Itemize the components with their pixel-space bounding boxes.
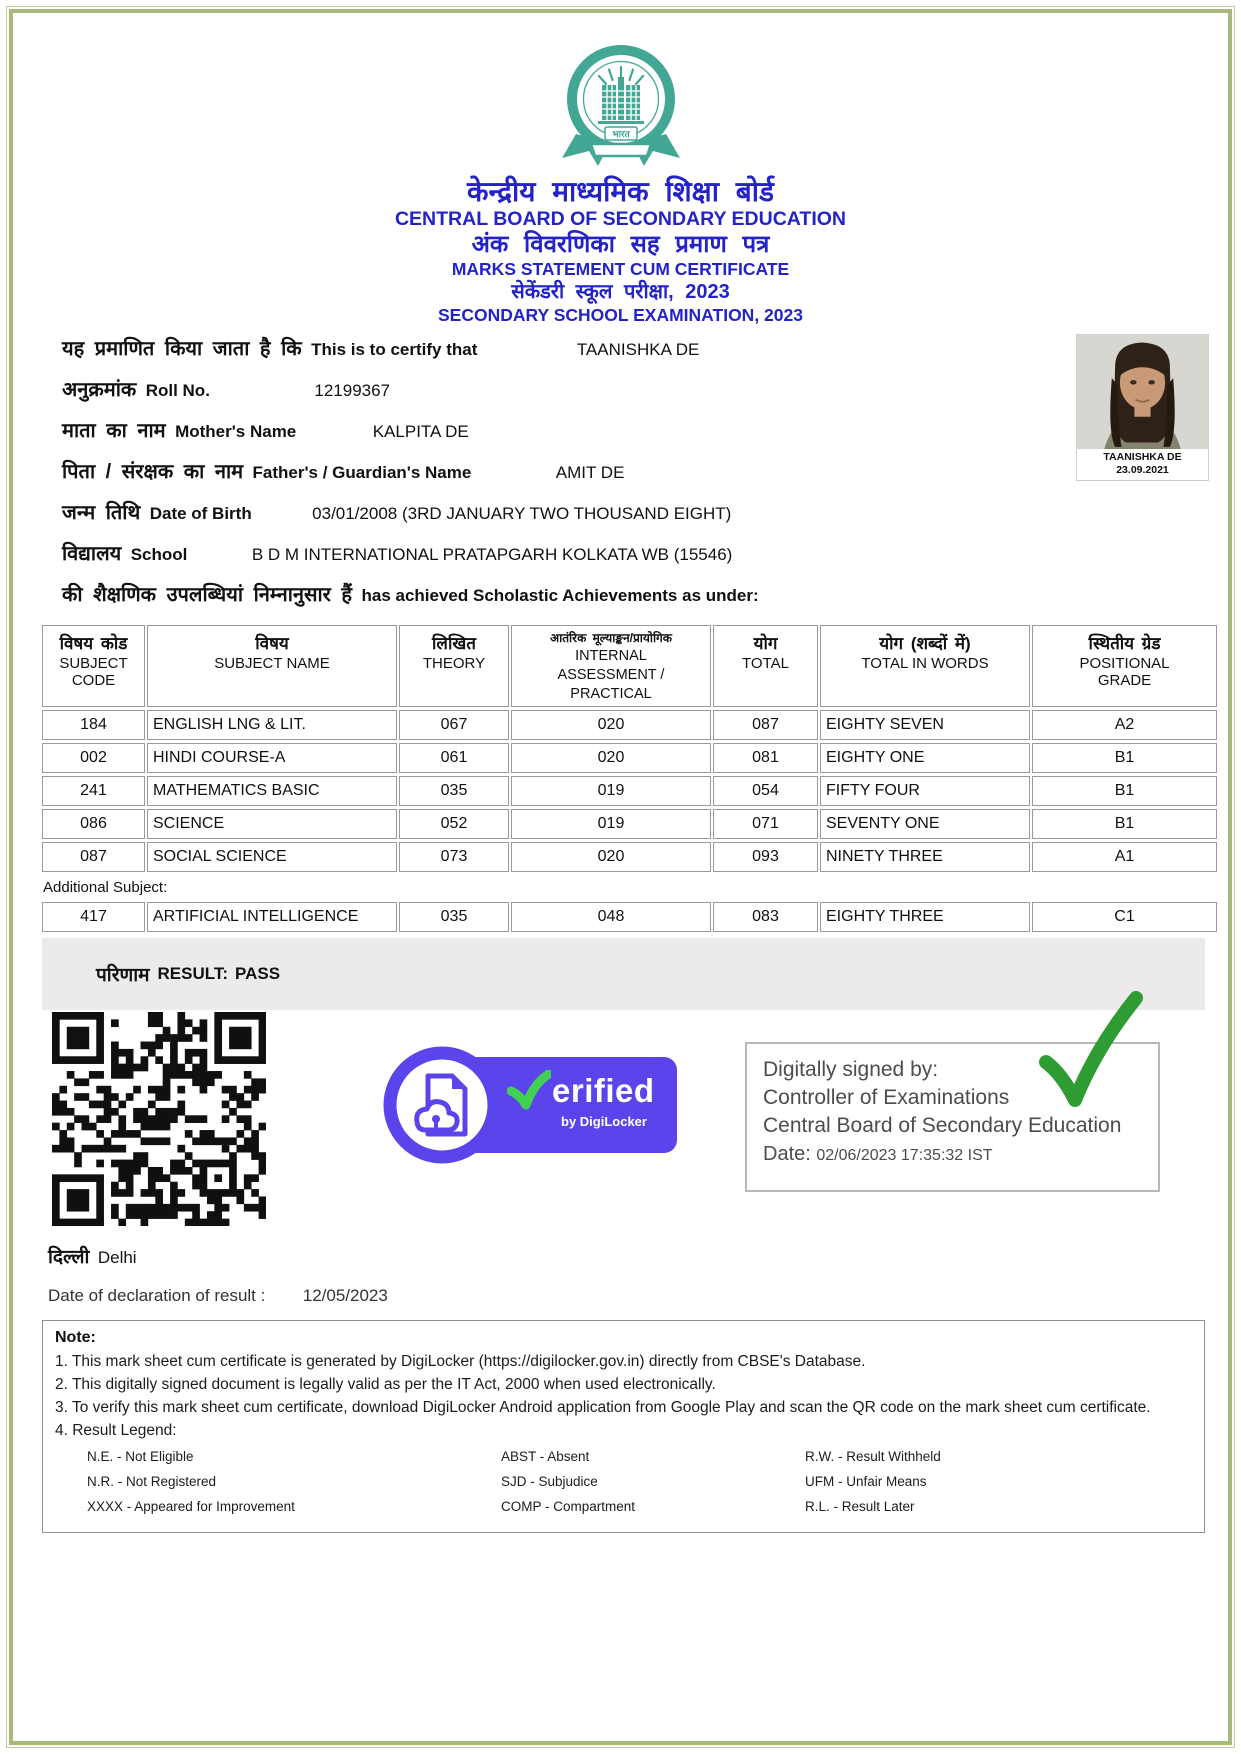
legend-entry: R.W. - Result Withheld: [805, 1449, 941, 1464]
subject-row: [42, 842, 1217, 872]
internal-marks: 020: [511, 743, 711, 773]
digilocker-document-cloud-icon: [383, 1046, 501, 1164]
cbse-emblem: [0, 44, 1241, 172]
declaration-line: [48, 1286, 388, 1306]
result-legend: [87, 1446, 1192, 1518]
roll-label-english: Roll No.: [145, 381, 210, 400]
legend-entry: UFM - Unfair Means: [805, 1474, 927, 1489]
internal-marks: 048: [511, 902, 711, 932]
exam-title-hindi: सेकेंडरी स्कूल परीक्षा, 2023: [511, 281, 730, 303]
total-marks: 083: [713, 902, 818, 932]
total-marks: 081: [713, 743, 818, 773]
subject-code: 002: [42, 743, 145, 773]
achievement-row: [62, 582, 1022, 610]
subject-code: 086: [42, 809, 145, 839]
board-title-english: CENTRAL BOARD OF SECONDARY EDUCATION: [394, 208, 847, 230]
header-total-in-words: योग (शब्दों में) TOTAL IN WORDS: [820, 625, 1030, 707]
document-title-hindi: अंक विवरणिका सह प्रमाण पत्र: [471, 231, 770, 258]
theory-marks: 067: [399, 710, 509, 740]
signature-date-label: Date:: [763, 1143, 811, 1165]
total-in-words: EIGHTY THREE: [820, 902, 1030, 932]
certify-row: [62, 336, 1022, 364]
verified-check-icon: [507, 1070, 551, 1112]
mother-row: [62, 418, 1022, 446]
total-marks: 093: [713, 842, 818, 872]
marks-table-header-row: [42, 625, 1217, 707]
qr-code: [52, 1012, 266, 1226]
subject-row: [42, 743, 1217, 773]
verified-text-group: [507, 1070, 655, 1112]
legend-entry: XXXX - Appeared for Improvement: [87, 1499, 295, 1514]
header-titles: [0, 176, 1241, 327]
total-in-words: SEVENTY ONE: [820, 809, 1030, 839]
positional-grade: B1: [1032, 776, 1217, 806]
roll-number: 12199367: [314, 381, 391, 400]
total-marks: 054: [713, 776, 818, 806]
signer-title: Controller of Examinations: [763, 1086, 1010, 1109]
photo-caption: [1077, 449, 1208, 480]
note-item: 2. This digitally signed document is legally valid as per the IT Act, 2000 when used electronically.: [55, 1376, 716, 1393]
signed-by-label: Digitally signed by:: [763, 1058, 939, 1081]
theory-marks: 073: [399, 842, 509, 872]
father-name: AMIT DE: [555, 463, 625, 482]
emblem-country-label: भारत: [611, 129, 630, 139]
school-name: B D M INTERNATIONAL PRATAPGARH KOLKATA WB (15546): [251, 545, 733, 564]
father-row: [62, 459, 1022, 487]
header-internal-assessment: आतंरिक मूल्याङ्कन/प्रायोगिक INTERNAL ASSESSMENT / PRACTICAL: [511, 625, 711, 707]
subject-name: HINDI COURSE-A: [147, 743, 397, 773]
note-item: 3. To verify this mark sheet cum certificate, download DigiLocker Android application from Google Play and scan the QR code on the mark sheet cum certificate.: [55, 1399, 1151, 1416]
subject-code: 241: [42, 776, 145, 806]
school-label-hindi: विद्यालय: [62, 543, 122, 565]
internal-marks: 019: [511, 776, 711, 806]
subject-name: SOCIAL SCIENCE: [147, 842, 397, 872]
student-details: [62, 336, 1022, 623]
legend-entry: N.R. - Not Registered: [87, 1474, 217, 1489]
result-label-hindi: परिणाम: [96, 965, 150, 986]
note-box: [42, 1320, 1205, 1533]
marks-table: [40, 622, 1219, 875]
signature-date-value: 02/06/2023 17:35:32 IST: [816, 1147, 993, 1164]
header-theory: लिखित THEORY: [399, 625, 509, 707]
result-value: PASS: [235, 964, 281, 983]
legend-entry: SJD - Subjudice: [501, 1474, 598, 1489]
dob-row: [62, 500, 1022, 528]
internal-marks: 020: [511, 842, 711, 872]
total-in-words: NINETY THREE: [820, 842, 1030, 872]
by-digilocker-label: by DigiLocker: [561, 1114, 647, 1129]
subject-name: SCIENCE: [147, 809, 397, 839]
theory-marks: 035: [399, 902, 509, 932]
father-label-hindi: पिता / संरक्षक का नाम: [62, 461, 244, 483]
mother-name: KALPITA DE: [372, 422, 469, 441]
legend-entry: ABST - Absent: [501, 1449, 590, 1464]
subject-code: 417: [42, 902, 145, 932]
certify-label-hindi: यह प्रमाणित किया जाता है कि: [62, 338, 302, 360]
verified-label: erified: [552, 1072, 655, 1109]
subject-code: 087: [42, 842, 145, 872]
additional-subject-label: Additional Subject:: [43, 879, 168, 896]
legend-entry: N.E. - Not Eligible: [87, 1449, 194, 1464]
header-subject-code: विषय कोड SUBJECT CODE: [42, 625, 145, 707]
subject-row: [42, 710, 1217, 740]
student-photo-image: [1077, 335, 1208, 449]
positional-grade: B1: [1032, 743, 1217, 773]
subject-row: [42, 809, 1217, 839]
subject-row: [42, 776, 1217, 806]
photo-caption-name: TAANISHKA DE: [1103, 451, 1182, 463]
signer-organization: Central Board of Secondary Education: [763, 1114, 1122, 1137]
internal-marks: 019: [511, 809, 711, 839]
school-label-english: School: [130, 545, 188, 564]
father-label-english: Father's / Guardian's Name: [252, 463, 472, 482]
marks-table-section: [42, 622, 1205, 1010]
exam-title-english: SECONDARY SCHOOL EXAMINATION, 2023: [438, 305, 803, 325]
digilocker-verified-badge: [383, 1046, 679, 1164]
place-hindi: दिल्ली: [48, 1247, 90, 1268]
declaration-date: 12/05/2023: [302, 1286, 388, 1305]
total-marks: 071: [713, 809, 818, 839]
positional-grade: C1: [1032, 902, 1217, 932]
roll-label-hindi: अनुक्रमांक: [62, 379, 137, 401]
legend-entry: R.L. - Result Later: [805, 1499, 915, 1514]
achievement-label-hindi: की शैक्षणिक उपलब्धियां निम्नानुसार हैं: [62, 584, 353, 606]
date-of-birth: 03/01/2008 (3RD JANUARY TWO THOUSAND EIGHT): [312, 504, 732, 523]
positional-grade: A2: [1032, 710, 1217, 740]
total-in-words: EIGHTY ONE: [820, 743, 1030, 773]
subject-name: MATHEMATICS BASIC: [147, 776, 397, 806]
mother-label-english: Mother's Name: [175, 422, 297, 441]
place-line: [48, 1243, 137, 1269]
note-item: 1. This mark sheet cum certificate is generated by DigiLocker (https://digilocker.gov.in) directly from CBSE's Database.: [55, 1353, 866, 1370]
student-photo: [1076, 334, 1209, 481]
achievement-label-english: has achieved Scholastic Achievements as under:: [361, 586, 759, 605]
mother-label-hindi: माता का नाम: [62, 420, 166, 442]
signature-check-icon: [1038, 988, 1143, 1120]
header-positional-grade: स्थितीय ग्रेड POSITIONAL GRADE: [1032, 625, 1217, 707]
result-label-english: RESULT:: [157, 964, 229, 983]
board-title-hindi: केन्द्रीय माध्यमिक शिक्षा बोर्ड: [467, 176, 774, 207]
place-english: Delhi: [97, 1248, 137, 1267]
signature-date-row: [763, 1140, 1142, 1170]
header-subject-name: विषय SUBJECT NAME: [147, 625, 397, 707]
subject-name: ENGLISH LNG & LIT.: [147, 710, 397, 740]
roll-row: [62, 377, 1022, 405]
result-strip: [42, 938, 1205, 1010]
positional-grade: B1: [1032, 809, 1217, 839]
photo-caption-date: 23.09.2021: [1116, 464, 1169, 476]
additional-subject-table: [40, 899, 1219, 935]
student-name: TAANISHKA DE: [576, 340, 700, 359]
note-item: 4. Result Legend:: [55, 1422, 177, 1439]
certify-label-english: This is to certify that: [311, 340, 478, 359]
total-marks: 087: [713, 710, 818, 740]
header-total: योग TOTAL: [713, 625, 818, 707]
positional-grade: A1: [1032, 842, 1217, 872]
subject-code: 184: [42, 710, 145, 740]
dob-label-hindi: जन्म तिथि: [62, 502, 141, 524]
declaration-label: Date of declaration of result :: [48, 1286, 266, 1305]
school-row: [62, 541, 1022, 569]
dob-label-english: Date of Birth: [149, 504, 252, 523]
note-title: Note:: [55, 1329, 96, 1346]
total-in-words: FIFTY FOUR: [820, 776, 1030, 806]
cbse-emblem-icon: [546, 44, 696, 172]
document-title-english: MARKS STATEMENT CUM CERTIFICATE: [451, 259, 790, 279]
total-in-words: EIGHTY SEVEN: [820, 710, 1030, 740]
theory-marks: 052: [399, 809, 509, 839]
theory-marks: 035: [399, 776, 509, 806]
theory-marks: 061: [399, 743, 509, 773]
note-items: [55, 1350, 1192, 1442]
legend-entry: COMP - Compartment: [501, 1499, 636, 1514]
internal-marks: 020: [511, 710, 711, 740]
subject-row: [42, 902, 1217, 932]
subject-name: ARTIFICIAL INTELLIGENCE: [147, 902, 397, 932]
